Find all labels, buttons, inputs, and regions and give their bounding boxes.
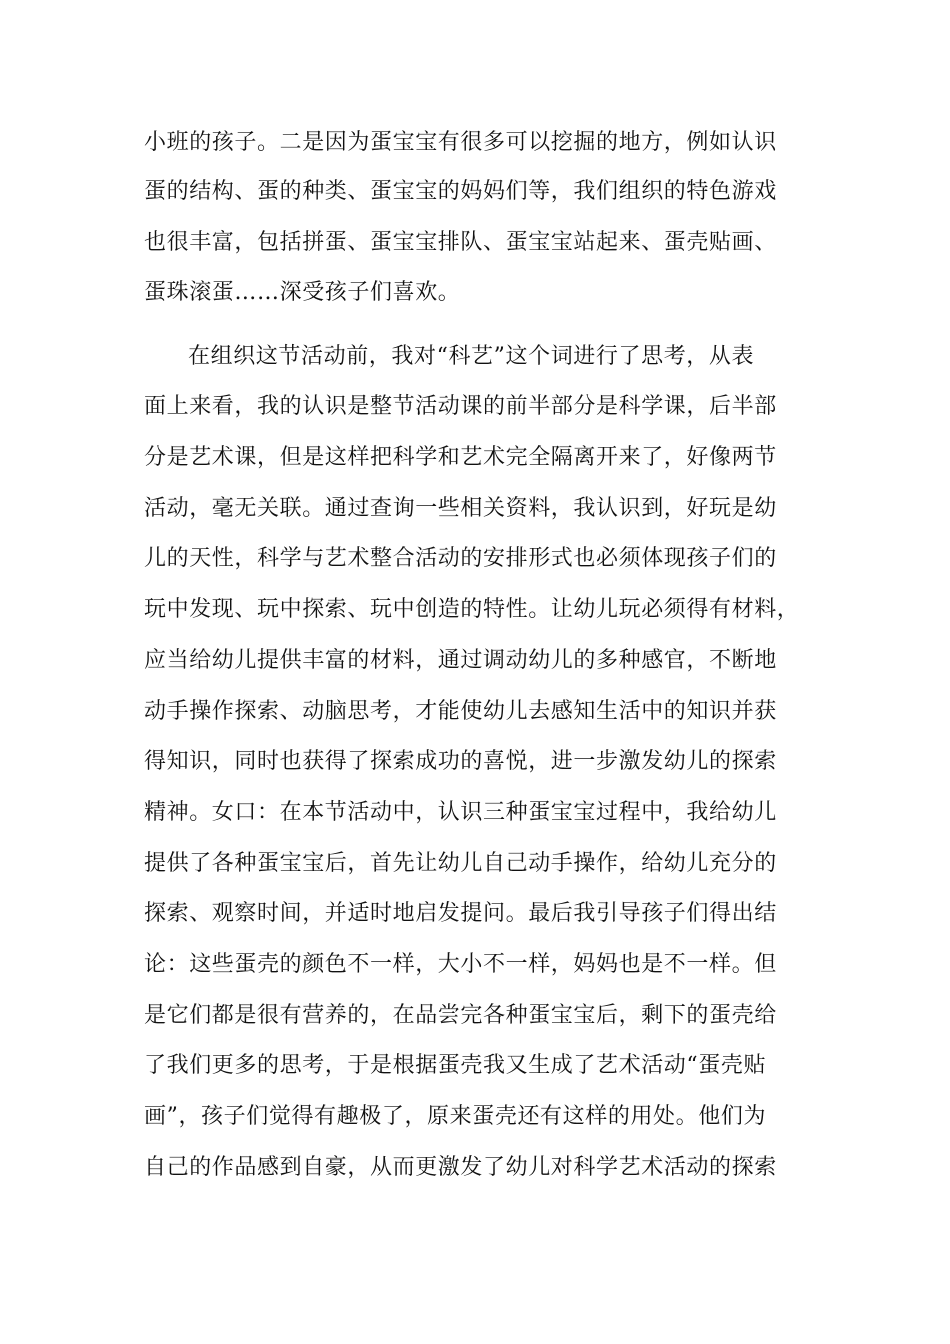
paragraph-2-line-1: 在组织这节活动前，我对“科艺”这个词进行了思考，从表 [188,344,755,369]
paragraph-2-line-11: 提供了各种蛋宝宝后，首先让幼儿自己动手操作，给幼儿充分的 [144,851,777,876]
paragraph-1-line-2: 蛋的结构、蛋的种类、蛋宝宝的妈妈们等，我们组织的特色游戏 [144,179,777,204]
paragraph-2-line-16: 画”，孩子们觉得有趣极了，原来蛋壳还有这样的用处。他们为 [144,1104,767,1129]
paragraph-2-line-17: 自己的作品感到自豪，从而更激发了幼儿对科学艺术活动的探索 [144,1155,777,1180]
paragraph-2-line-5: 儿的天性，科学与艺术整合活动的安排形式也必须体现孩子们的 [144,546,777,571]
paragraph-1-line-3: 也很丰富，包括拼蛋、蛋宝宝排队、蛋宝宝站起来、蛋壳贴画、 [144,230,777,255]
paragraph-2-line-7: 应当给幼儿提供丰富的材料，通过调动幼儿的多种感官，不断地 [144,648,777,673]
paragraph-2-line-2: 面上来看，我的认识是整节活动课的前半部分是科学课，后半部 [144,394,777,419]
paragraph-2-line-3: 分是艺术课，但是这样把科学和艺术完全隔离开来了，好像两节 [144,445,777,470]
paragraph-1-line-4: 蛋珠滚蛋……深受孩子们喜欢。 [144,280,461,305]
paragraph-2-line-8: 动手操作探索、动脑思考，才能使幼儿去感知生活中的知识并获 [144,699,777,724]
paragraph-2-line-9: 得知识，同时也获得了探索成功的喜悦，进一步激发幼儿的探索 [144,749,777,774]
paragraph-2-line-13: 论：这些蛋壳的颜色不一样，大小不一样，妈妈也是不一样。但 [144,952,777,977]
paragraph-1-line-1: 小班的孩子。二是因为蛋宝宝有很多可以挖掘的地方，例如认识 [144,130,777,155]
paragraph-2-line-10: 精神。女口：在本节活动中，认识三种蛋宝宝过程中，我给幼儿 [144,800,777,825]
paragraph-2-line-15: 了我们更多的思考，于是根据蛋壳我又生成了艺术活动“蛋壳贴 [144,1053,767,1078]
paragraph-2-line-6: 玩中发现、玩中探索、玩中创造的特性。让幼儿玩必须得有材料， [144,597,800,622]
paragraph-2-line-12: 探索、观察时间，并适时地启发提问。最后我引导孩子们得出结 [144,901,777,926]
paragraph-2-line-14: 是它们都是很有营养的，在品尝完各种蛋宝宝后，剩下的蛋壳给 [144,1003,777,1028]
paragraph-2-line-4: 活动，毫无关联。通过查询一些相关资料，我认识到，好玩是幼 [144,496,777,521]
